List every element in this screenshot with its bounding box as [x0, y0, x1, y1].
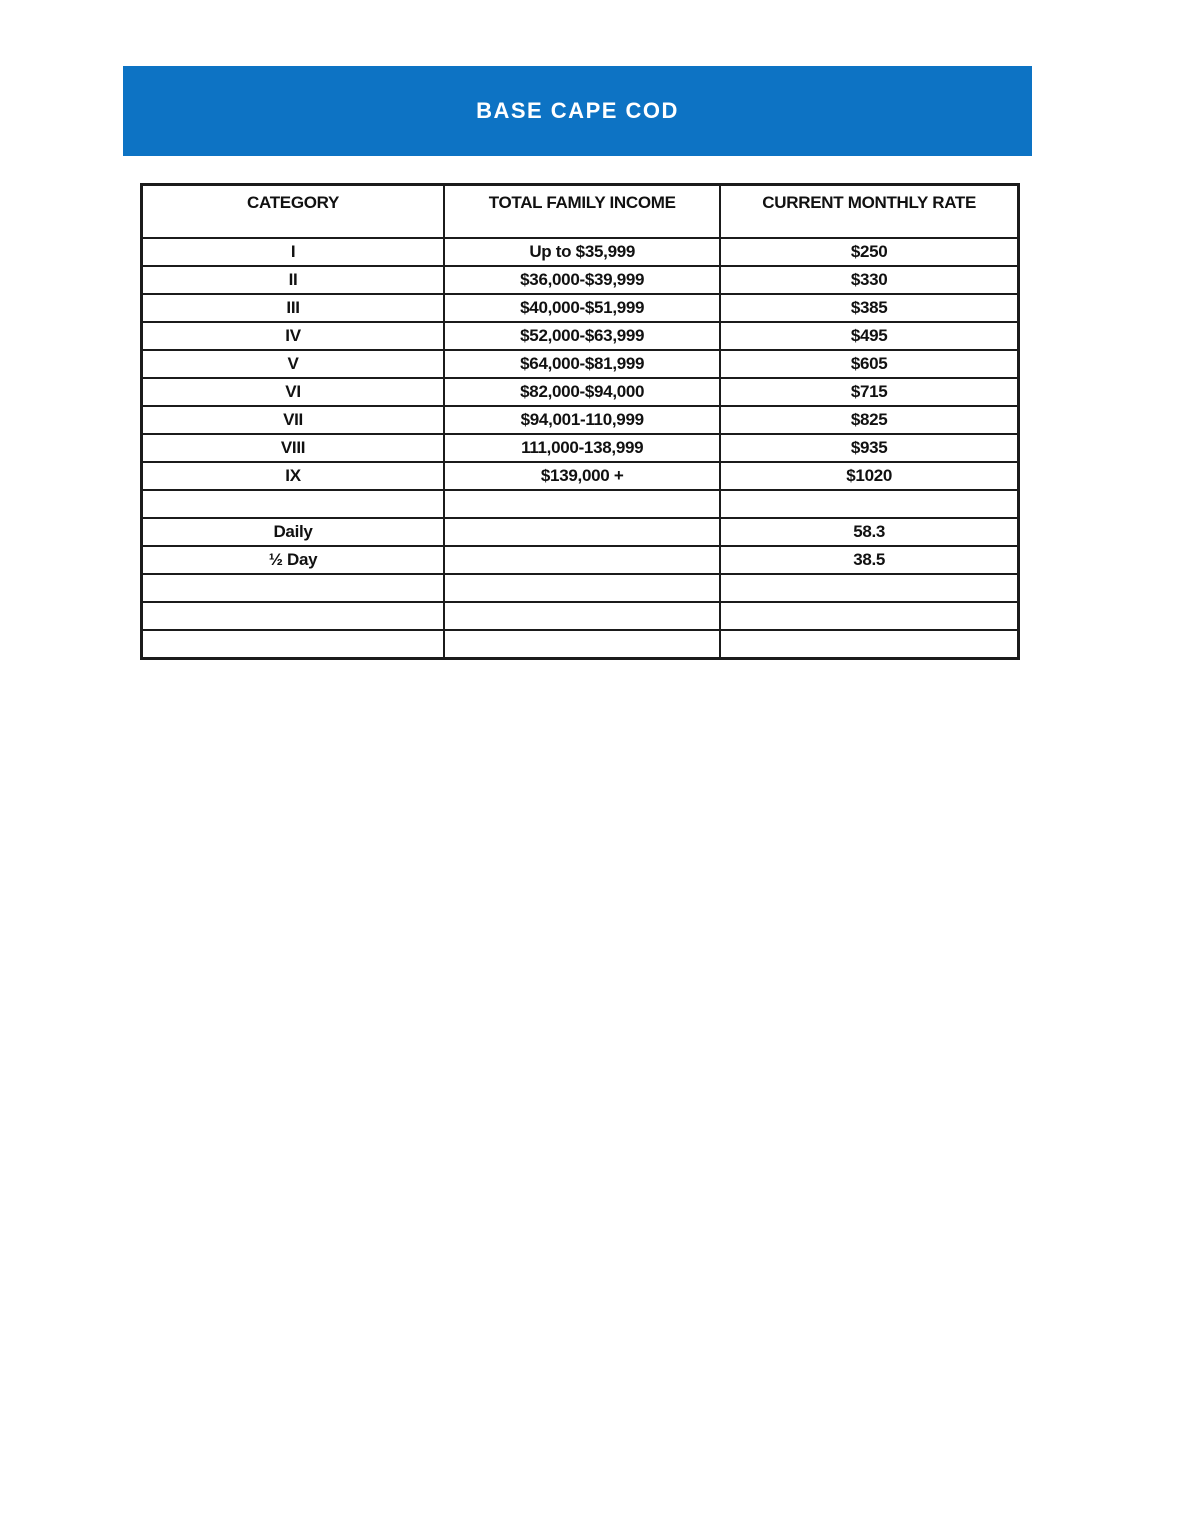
cell-category: II: [142, 266, 445, 294]
cell-category: IX: [142, 462, 445, 490]
cell-rate: $1020: [720, 462, 1018, 490]
cell-rate: [720, 574, 1018, 602]
cell-category: VI: [142, 378, 445, 406]
rate-table-body: [142, 238, 1019, 659]
table-row: [142, 574, 1019, 602]
cell-income: $36,000-$39,999: [444, 266, 720, 294]
cell-rate: [720, 490, 1018, 518]
col-header-current-monthly-rate: CURRENT MONTHLY RATE: [720, 185, 1018, 239]
cell-category: [142, 574, 445, 602]
cell-category: I: [142, 238, 445, 266]
cell-rate: [720, 630, 1018, 659]
cell-income: [444, 518, 720, 546]
header-row: [142, 185, 1019, 239]
cell-rate: 38.5: [720, 546, 1018, 574]
cell-income: $94,001-110,999: [444, 406, 720, 434]
cell-rate: $825: [720, 406, 1018, 434]
cell-rate: $715: [720, 378, 1018, 406]
table-row: [142, 462, 1019, 490]
cell-rate: $495: [720, 322, 1018, 350]
cell-rate: [720, 602, 1018, 630]
cell-category: VIII: [142, 434, 445, 462]
table-row: [142, 238, 1019, 266]
cell-category: V: [142, 350, 445, 378]
cell-income: [444, 574, 720, 602]
cell-income: $139,000 +: [444, 462, 720, 490]
table-row: [142, 434, 1019, 462]
table-row: [142, 630, 1019, 659]
col-header-category: CATEGORY: [142, 185, 445, 239]
table-row: [142, 602, 1019, 630]
cell-category: [142, 602, 445, 630]
cell-category: III: [142, 294, 445, 322]
table-row: [142, 518, 1019, 546]
cell-income: $52,000-$63,999: [444, 322, 720, 350]
table-row: [142, 546, 1019, 574]
cell-income: [444, 602, 720, 630]
rate-table: [140, 183, 1020, 660]
cell-income: Up to $35,999: [444, 238, 720, 266]
cell-rate: 58.3: [720, 518, 1018, 546]
cell-rate: $605: [720, 350, 1018, 378]
cell-category: ½ Day: [142, 546, 445, 574]
cell-income: $82,000-$94,000: [444, 378, 720, 406]
cell-category: VII: [142, 406, 445, 434]
cell-rate: $330: [720, 266, 1018, 294]
cell-category: IV: [142, 322, 445, 350]
cell-income: [444, 546, 720, 574]
rate-table-header: [142, 185, 1019, 239]
header-banner: [123, 66, 1032, 156]
table-row: [142, 406, 1019, 434]
cell-income: 111,000-138,999: [444, 434, 720, 462]
cell-income: [444, 630, 720, 659]
table-row: [142, 378, 1019, 406]
cell-income: [444, 490, 720, 518]
cell-category: [142, 630, 445, 659]
table-row: [142, 350, 1019, 378]
banner-title: BASE CAPE COD: [476, 98, 679, 123]
cell-income: $64,000-$81,999: [444, 350, 720, 378]
table-row: [142, 294, 1019, 322]
cell-rate: $385: [720, 294, 1018, 322]
cell-rate: $935: [720, 434, 1018, 462]
cell-rate: $250: [720, 238, 1018, 266]
table-row: [142, 490, 1019, 518]
col-header-total-family-income: TOTAL FAMILY INCOME: [444, 185, 720, 239]
table-row: [142, 266, 1019, 294]
cell-category: [142, 490, 445, 518]
cell-category: Daily: [142, 518, 445, 546]
cell-income: $40,000-$51,999: [444, 294, 720, 322]
table-row: [142, 322, 1019, 350]
